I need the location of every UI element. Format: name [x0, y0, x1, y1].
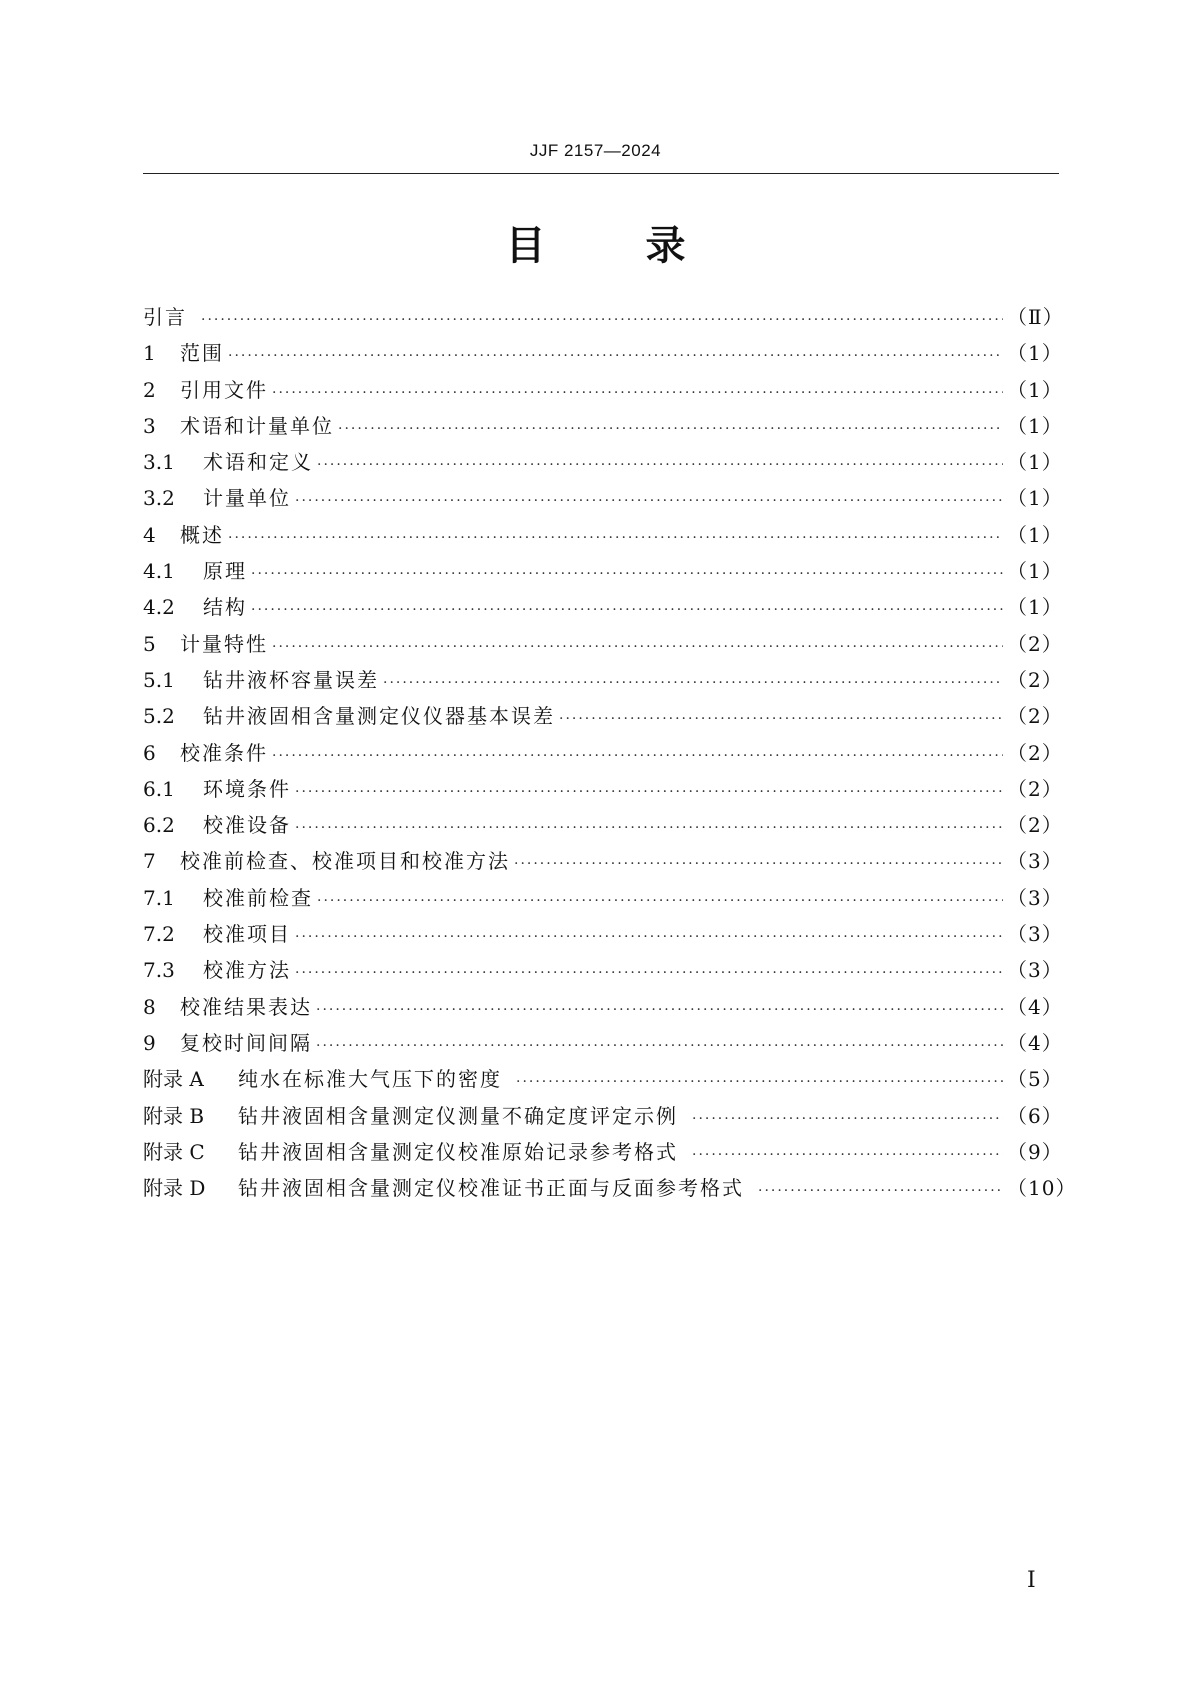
- toc-entry-number: 附录 D: [143, 1176, 206, 1201]
- toc-entry-number: 9: [143, 1030, 156, 1055]
- toc-entry[interactable]: [143, 519, 1063, 555]
- toc-entry-page: （3）: [1007, 922, 1063, 947]
- toc-leader-dots: [295, 820, 1003, 836]
- toc-leader-dots: [272, 639, 1003, 655]
- toc-leader-dots: [692, 1111, 1003, 1127]
- toc-entry-label: 引言: [143, 305, 187, 329]
- toc-entry-page: （9）: [1007, 1139, 1063, 1164]
- toc-entry-page: （3）: [1007, 958, 1063, 983]
- toc-entry[interactable]: [143, 991, 1063, 1027]
- toc-entry-page: （1）: [1007, 522, 1063, 547]
- toc-entry-label: 原理: [203, 559, 247, 584]
- toc-entry[interactable]: [143, 337, 1063, 373]
- document-code-header: JJF 2157—2024: [529, 141, 662, 160]
- toc-entry-label: 钻井液杯容量误差: [203, 667, 379, 692]
- toc-entry-page: （10）: [1007, 1176, 1077, 1201]
- toc-leader-dots: [316, 1002, 1003, 1018]
- toc-entry[interactable]: [143, 918, 1063, 954]
- toc-entry[interactable]: [143, 845, 1063, 881]
- toc-entry-page: （2）: [1007, 631, 1063, 656]
- toc-entry-number: 3.1: [143, 450, 175, 475]
- toc-entry-number: 6: [143, 740, 156, 765]
- toc-entry[interactable]: [143, 446, 1063, 482]
- toc-entry[interactable]: [143, 1100, 1063, 1136]
- toc-entry-number: 7.3: [143, 958, 175, 983]
- toc-entry[interactable]: [143, 954, 1063, 990]
- toc-leader-dots: [514, 856, 1003, 872]
- toc-entry-page: （5）: [1007, 1067, 1063, 1092]
- toc-entry-number: 6.1: [143, 776, 175, 801]
- toc-entry-label: 钻井液固相含量测定仪校准原始记录参考格式: [238, 1139, 678, 1164]
- table-of-contents: [143, 301, 1077, 1208]
- toc-entry-page: （1）: [1007, 595, 1063, 620]
- toc-leader-dots: [295, 784, 1003, 800]
- toc-entry-label: 校准前检查: [203, 885, 313, 910]
- toc-entry-number: 附录 A: [143, 1067, 204, 1092]
- toc-entry-page: （1）: [1007, 413, 1063, 438]
- toc-entry-label: 钻井液固相含量测定仪测量不确定度评定示例: [238, 1103, 678, 1128]
- toc-entry-number: 4.2: [143, 595, 175, 620]
- toc-entry-number: 7.2: [143, 922, 175, 947]
- toc-leader-dots: [317, 893, 1003, 909]
- toc-entry-page: （2）: [1007, 740, 1063, 765]
- toc-entry-label: 钻井液固相含量测定仪仪器基本误差: [203, 704, 555, 729]
- toc-leader-dots: [295, 493, 1003, 509]
- toc-leader-dots: [251, 566, 1003, 582]
- toc-entry-number: 4.1: [143, 559, 175, 584]
- toc-entry-label: 计量单位: [203, 486, 291, 511]
- toc-entry[interactable]: [143, 555, 1063, 591]
- toc-entry[interactable]: [143, 374, 1063, 410]
- toc-entry[interactable]: [143, 809, 1063, 845]
- toc-entry-label: 复校时间间隔: [180, 1030, 312, 1055]
- toc-leader-dots: [272, 385, 1003, 401]
- toc-leader-dots: [295, 929, 1003, 945]
- toc-leader-dots: [383, 675, 1003, 691]
- toc-entry-number: 1: [143, 341, 156, 366]
- toc-entry-label: 范围: [180, 341, 224, 366]
- toc-title-char-2: 录: [645, 223, 686, 269]
- toc-entry-page: （6）: [1007, 1103, 1063, 1128]
- toc-entry-label: 钻井液固相含量测定仪校准证书正面与反面参考格式: [238, 1176, 744, 1201]
- toc-entry[interactable]: [143, 1063, 1063, 1099]
- toc-entry-label: 校准方法: [203, 958, 291, 983]
- toc-entry-number: 4: [143, 522, 156, 547]
- toc-entry-label: 术语和定义: [203, 450, 313, 475]
- toc-entry-label: 计量特性: [180, 631, 268, 656]
- toc-entry-number: 6.2: [143, 813, 175, 838]
- toc-entry-number: 3.2: [143, 486, 175, 511]
- toc-entry[interactable]: [143, 1172, 1077, 1208]
- toc-entry[interactable]: [143, 882, 1063, 918]
- toc-entry-number: 2: [143, 377, 156, 402]
- toc-entry-number: 附录 B: [143, 1103, 205, 1128]
- toc-entry-label: 环境条件: [203, 776, 291, 801]
- toc-entry-number: 8: [143, 994, 156, 1019]
- toc-entry[interactable]: [143, 410, 1063, 446]
- toc-entry[interactable]: [143, 700, 1063, 736]
- toc-leader-dots: [317, 457, 1003, 473]
- toc-leader-dots: [228, 348, 1003, 364]
- toc-entry-label: 纯水在标准大气压下的密度: [238, 1067, 502, 1092]
- toc-entry-number: 附录 C: [143, 1139, 205, 1164]
- toc-entry-label: 概述: [180, 522, 224, 547]
- toc-entry[interactable]: [143, 1136, 1063, 1172]
- toc-entry-page: （3）: [1007, 849, 1063, 874]
- toc-entry-page: （1）: [1007, 377, 1063, 402]
- toc-entry-page: （3）: [1007, 885, 1063, 910]
- toc-leader-dots: [201, 312, 1003, 328]
- toc-entry-number: 7.1: [143, 885, 175, 910]
- toc-entry-label: 校准设备: [203, 813, 291, 838]
- toc-entry-number: 5.2: [143, 704, 175, 729]
- toc-entry-page: （1）: [1007, 341, 1063, 366]
- toc-leader-dots: [338, 421, 1003, 437]
- toc-leader-dots: [295, 965, 1003, 981]
- toc-entry-label: 校准条件: [180, 740, 268, 765]
- toc-entry-page: （4）: [1007, 994, 1063, 1019]
- toc-entry-number: 3: [143, 413, 156, 438]
- toc-entry-label: 引用文件: [180, 377, 268, 402]
- toc-entry[interactable]: [143, 301, 1064, 337]
- toc-entry[interactable]: [143, 664, 1063, 700]
- toc-entry-page: （1）: [1007, 450, 1063, 475]
- toc-leader-dots: [516, 1074, 1003, 1090]
- toc-leader-dots: [758, 1183, 1003, 1199]
- toc-leader-dots: [316, 1038, 1003, 1054]
- toc-entry-page: （1）: [1007, 486, 1063, 511]
- toc-leader-dots: [559, 711, 1003, 727]
- toc-entry-page: （2）: [1007, 776, 1063, 801]
- toc-entry-page: （2）: [1007, 704, 1063, 729]
- toc-leader-dots: [251, 602, 1003, 618]
- toc-entry-page: （2）: [1007, 667, 1063, 692]
- toc-entry-number: 5.1: [143, 667, 175, 692]
- toc-entry-number: 7: [143, 849, 156, 874]
- toc-entry-label: 结构: [203, 595, 247, 620]
- toc-entry-page: （4）: [1007, 1030, 1063, 1055]
- toc-entry-label: 术语和计量单位: [180, 413, 334, 438]
- page-number: Ⅰ: [1027, 1568, 1036, 1593]
- toc-entry-label: 校准结果表达: [180, 994, 312, 1019]
- toc-leader-dots: [692, 1147, 1003, 1163]
- toc-entry[interactable]: [143, 591, 1063, 627]
- toc-entry[interactable]: [143, 628, 1063, 664]
- toc-entry-number: 5: [143, 631, 156, 656]
- toc-title-char-1: 目: [505, 223, 546, 269]
- toc-entry-page: （Ⅱ）: [1007, 305, 1064, 329]
- toc-entry-page: （1）: [1007, 559, 1063, 584]
- toc-leader-dots: [272, 748, 1003, 764]
- header-divider: [143, 173, 1059, 174]
- toc-entry[interactable]: [143, 1027, 1063, 1063]
- toc-leader-dots: [228, 530, 1003, 546]
- toc-entry[interactable]: [143, 773, 1063, 809]
- toc-entry[interactable]: [143, 737, 1063, 773]
- toc-entry-label: 校准前检查、校准项目和校准方法: [180, 849, 510, 874]
- toc-entry-label: 校准项目: [203, 922, 291, 947]
- toc-title: [0, 218, 1191, 274]
- toc-entry[interactable]: [143, 482, 1063, 518]
- toc-entry-page: （2）: [1007, 813, 1063, 838]
